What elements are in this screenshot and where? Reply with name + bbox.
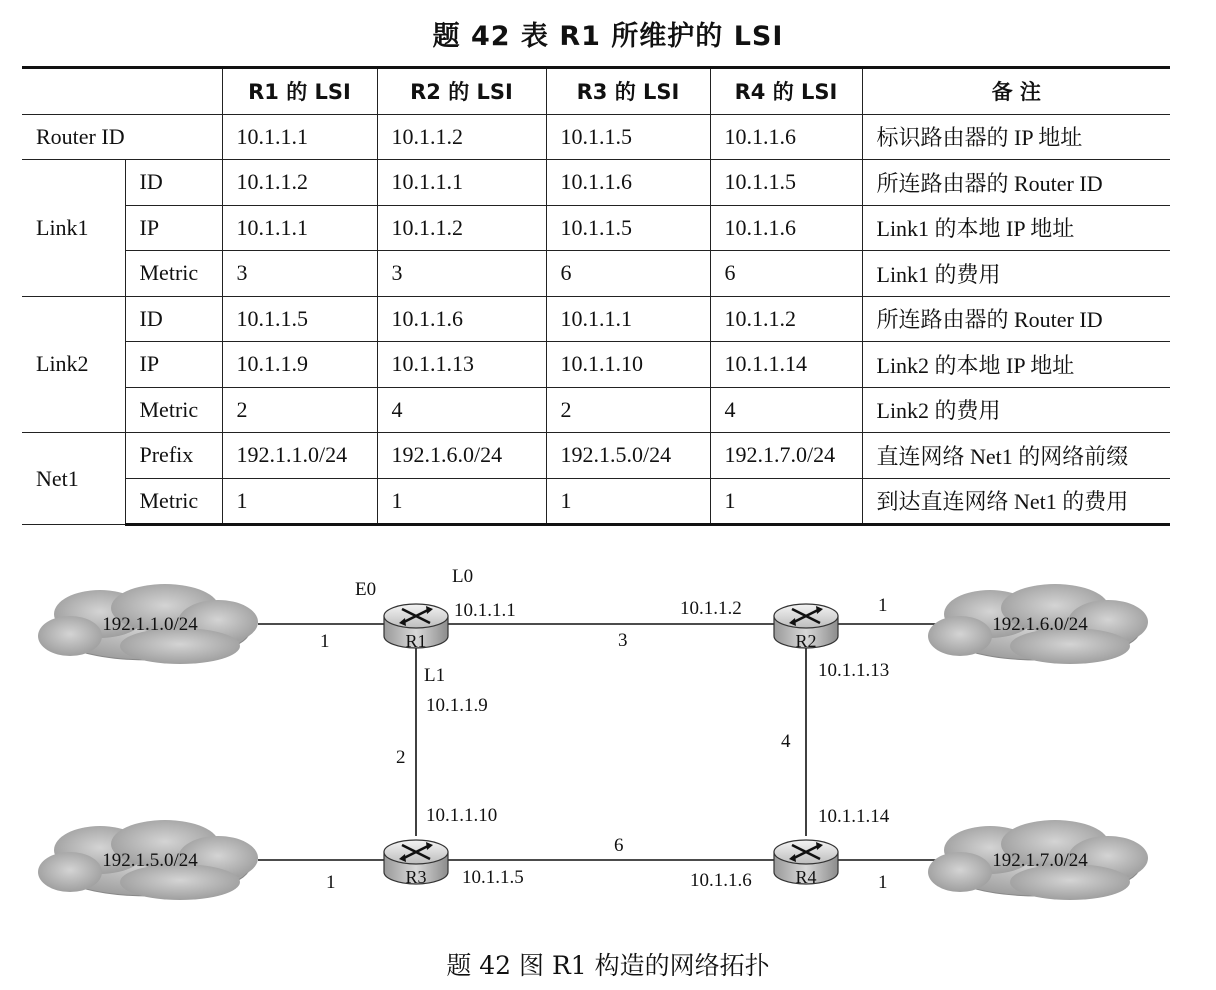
cell: 1	[222, 478, 377, 525]
table-row	[22, 296, 1170, 342]
cell: 1	[710, 478, 862, 525]
network-label: 192.1.1.0/24	[102, 614, 198, 635]
table-row	[22, 205, 1170, 251]
row-label-id: ID	[125, 160, 222, 206]
note-cell: Link1 的本地 IP 地址	[862, 205, 1170, 251]
address-label: 10.1.1.5	[462, 867, 524, 888]
row-label-id: ID	[125, 296, 222, 342]
network-cloud-5	[38, 820, 258, 900]
interface-label-e0: E0	[355, 579, 377, 600]
cell: 10.1.1.2	[377, 205, 546, 251]
header-r3: R3 的 LSI	[546, 68, 710, 115]
address-label: 10.1.1.2	[680, 598, 742, 619]
metric-label: 1	[326, 872, 336, 893]
address-label: 10.1.1.13	[818, 660, 890, 681]
metric-label: 1	[878, 872, 888, 893]
cell: 192.1.5.0/24	[546, 433, 710, 479]
table-row	[22, 387, 1170, 433]
address-label: 10.1.1.9	[426, 695, 488, 716]
note-cell: 所连路由器的 Router ID	[862, 296, 1170, 342]
network-label: 192.1.7.0/24	[992, 850, 1088, 871]
note-cell: Link2 的本地 IP 地址	[862, 342, 1170, 388]
header-r2: R2 的 LSI	[377, 68, 546, 115]
cell: 10.1.1.5	[546, 205, 710, 251]
router-label: R2	[795, 631, 817, 651]
cell: 10.1.1.6	[546, 160, 710, 206]
table-row	[22, 478, 1170, 525]
metric-label: 6	[614, 835, 624, 856]
cell: 10.1.1.5	[546, 114, 710, 160]
cell: 4	[377, 387, 546, 433]
note-cell: 到达直连网络 Net1 的费用	[862, 478, 1170, 525]
cell: 1	[546, 478, 710, 525]
address-label: 10.1.1.1	[454, 600, 516, 621]
header-r1: R1 的 LSI	[222, 68, 377, 115]
router-r1	[384, 604, 448, 651]
row-label-prefix: Prefix	[125, 433, 222, 479]
metric-label: 4	[781, 731, 791, 752]
row-group-link1: Link1	[22, 160, 125, 297]
header-r4: R4 的 LSI	[710, 68, 862, 115]
figure-caption: 题 42 图 R1 构造的网络拓扑	[446, 951, 770, 980]
row-label-ip: IP	[125, 205, 222, 251]
cell: 10.1.1.1	[222, 114, 377, 160]
cell: 10.1.1.6	[377, 296, 546, 342]
cell: 10.1.1.2	[377, 114, 546, 160]
router-label: R1	[405, 631, 427, 651]
table-title: 题 42 表 R1 所维护的 LSI	[432, 21, 784, 52]
cell: 3	[377, 251, 546, 297]
cell: 10.1.1.6	[710, 205, 862, 251]
row-label-router-id: Router ID	[22, 114, 222, 160]
router-label: R4	[795, 867, 817, 887]
note-cell: 标识路由器的 IP 地址	[862, 114, 1170, 160]
network-cloud-1	[38, 584, 258, 664]
network-label: 192.1.5.0/24	[102, 850, 198, 871]
note-cell: 直连网络 Net1 的网络前缀	[862, 433, 1170, 479]
table-row	[22, 342, 1170, 388]
metric-label: 2	[396, 747, 406, 768]
cell: 10.1.1.1	[222, 205, 377, 251]
cell: 6	[710, 251, 862, 297]
table-row	[22, 160, 1170, 206]
interface-label-l0: L0	[452, 566, 474, 587]
table-row	[22, 114, 1170, 160]
lsi-table	[22, 66, 1170, 526]
table-header-row	[22, 68, 1170, 115]
cell: 1	[377, 478, 546, 525]
header-notes: 备 注	[862, 68, 1170, 115]
address-label: 10.1.1.6	[690, 870, 752, 891]
network-label: 192.1.6.0/24	[992, 614, 1088, 635]
cell: 192.1.6.0/24	[377, 433, 546, 479]
interface-label-l1: L1	[424, 665, 446, 686]
cell: 10.1.1.2	[222, 160, 377, 206]
cell: 10.1.1.6	[710, 114, 862, 160]
cell: 192.1.7.0/24	[710, 433, 862, 479]
network-topology-diagram	[0, 540, 1216, 935]
header-corner	[22, 68, 222, 115]
cell: 10.1.1.1	[546, 296, 710, 342]
row-label-ip: IP	[125, 342, 222, 388]
cell: 10.1.1.1	[377, 160, 546, 206]
cell: 4	[710, 387, 862, 433]
metric-label: 1	[878, 595, 888, 616]
cell: 10.1.1.10	[546, 342, 710, 388]
row-label-metric: Metric	[125, 251, 222, 297]
cell: 10.1.1.14	[710, 342, 862, 388]
row-group-net1: Net1	[22, 433, 125, 525]
cell: 10.1.1.2	[710, 296, 862, 342]
router-r3	[384, 840, 448, 887]
router-r2	[774, 604, 838, 651]
note-cell: 所连路由器的 Router ID	[862, 160, 1170, 206]
metric-label: 1	[320, 631, 330, 652]
network-cloud-6	[928, 584, 1148, 664]
table-row	[22, 251, 1170, 297]
table-row	[22, 433, 1170, 479]
network-cloud-7	[928, 820, 1148, 900]
metric-label: 3	[618, 630, 628, 651]
cell: 2	[222, 387, 377, 433]
cell: 10.1.1.5	[222, 296, 377, 342]
cell: 10.1.1.5	[710, 160, 862, 206]
cell: 10.1.1.13	[377, 342, 546, 388]
router-r4	[774, 840, 838, 887]
cell: 3	[222, 251, 377, 297]
address-label: 10.1.1.10	[426, 805, 498, 826]
row-label-metric: Metric	[125, 478, 222, 525]
row-label-metric: Metric	[125, 387, 222, 433]
cell: 6	[546, 251, 710, 297]
cell: 10.1.1.9	[222, 342, 377, 388]
note-cell: Link1 的费用	[862, 251, 1170, 297]
cell: 192.1.1.0/24	[222, 433, 377, 479]
address-label: 10.1.1.14	[818, 806, 890, 827]
row-group-link2: Link2	[22, 296, 125, 433]
cell: 2	[546, 387, 710, 433]
note-cell: Link2 的费用	[862, 387, 1170, 433]
router-label: R3	[405, 867, 427, 887]
